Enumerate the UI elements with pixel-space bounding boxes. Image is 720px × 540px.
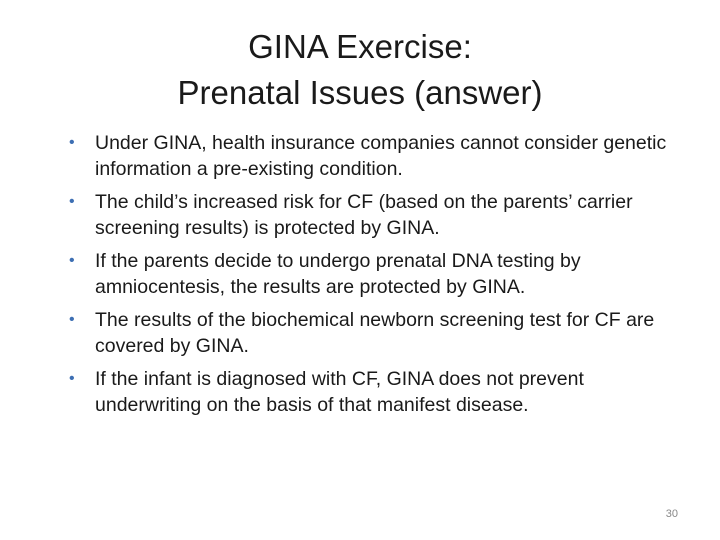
bullet-marker-icon: • <box>69 252 75 269</box>
slide-title-line-1: GINA Exercise: <box>248 28 472 65</box>
bullet-marker-icon: • <box>69 193 75 210</box>
bullet-marker-icon: • <box>69 311 75 328</box>
page-number: 30 <box>665 508 678 520</box>
bullet-item <box>0 307 720 359</box>
bullet-item <box>0 248 720 300</box>
bullet-item <box>0 130 720 182</box>
slide-title-line-2: Prenatal Issues (answer) <box>177 74 543 111</box>
bullet-item <box>0 189 720 241</box>
bullet-item <box>0 366 720 418</box>
bullet-text: If the parents decide to undergo prenatal DNA testing by amniocentesis, the results are protected by GINA. <box>95 250 581 298</box>
bullet-text: Under GINA, health insurance companies cannot consider genetic information a pre-existing condition. <box>95 132 667 180</box>
bullet-text: The child’s increased risk for CF (based on the parents’ carrier screening results) is protected by GINA. <box>95 191 633 239</box>
bullet-text: If the infant is diagnosed with CF, GINA does not prevent underwriting on the basis of that manifest disease. <box>95 368 584 416</box>
bullet-marker-icon: • <box>69 134 75 151</box>
bullet-list <box>0 130 720 425</box>
bullet-text: The results of the biochemical newborn screening test for CF are covered by GINA. <box>95 309 655 357</box>
bullet-marker-icon: • <box>69 370 75 387</box>
slide-title <box>0 24 720 116</box>
